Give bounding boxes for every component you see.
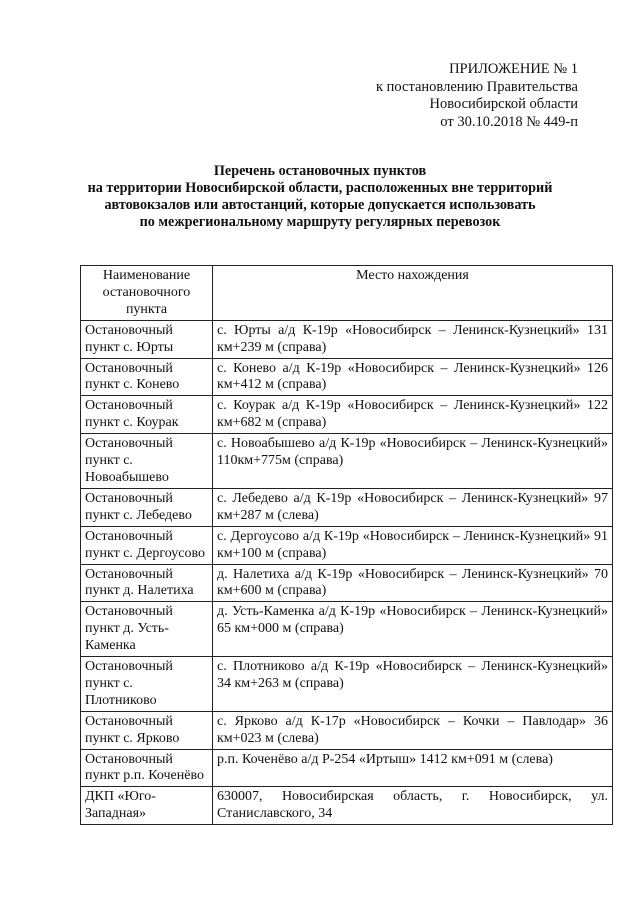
table-row — [81, 657, 613, 712]
stop-location-cell: д. Усть-Каменка а/д К-19р «Новосибирск – Ленинск-Кузнецкий» 65 км+000 м (справа) — [213, 602, 613, 657]
appendix-date: от 30.10.2018 № 449-п — [440, 113, 578, 130]
stop-location-cell: р.п. Коченёво а/д Р-254 «Иртыш» 1412 км+091 м (слева) — [213, 749, 613, 787]
table-row — [81, 358, 613, 396]
stops-table — [80, 265, 613, 825]
stop-name-cell: Остановочный пункт с. Плотниково — [81, 657, 213, 712]
stop-location-cell: с. Ярково а/д К-17р «Новосибирск – Кочки – Павлодар» 36 км+023 м (слева) — [213, 711, 613, 749]
stop-name-cell: Остановочный пункт с. Ярково — [81, 711, 213, 749]
column-header-location: Место нахождения — [213, 266, 613, 321]
table-body — [81, 320, 613, 824]
stop-location-cell: с. Новоабышево а/д К-19р «Новосибирск – Ленинск-Кузнецкий» 110км+775м (справа) — [213, 434, 613, 489]
table-row — [81, 320, 613, 358]
stop-name-cell: Остановочный пункт с. Коурак — [81, 396, 213, 434]
table-row — [81, 749, 613, 787]
stop-name-cell: Остановочный пункт с. Конево — [81, 358, 213, 396]
title-line-4: по межрегиональному маршруту регулярных перевозок — [139, 214, 501, 230]
table-row — [81, 488, 613, 526]
appendix-header — [318, 61, 578, 131]
stop-name-cell: Остановочный пункт р.п. Коченёво — [81, 749, 213, 787]
table-row — [81, 602, 613, 657]
title-line-3: автовокзалов или автостанций, которые допускается использовать — [104, 197, 536, 213]
stop-location-cell: с. Лебедево а/д К-19р «Новосибирск – Ленинск-Кузнецкий» 97 км+287 м (слева) — [213, 488, 613, 526]
appendix-region: Новосибирской области — [429, 96, 578, 112]
stop-name-cell: Остановочный пункт с. Юрты — [81, 320, 213, 358]
stop-name-cell: Остановочный пункт д. Усть-Каменка — [81, 602, 213, 657]
column-header-name: Наименование остановочного пункта — [81, 266, 213, 321]
appendix-reference: к постановлению Правительства — [376, 78, 578, 95]
stop-location-cell: с. Коурак а/д К-19р «Новосибирск – Ленинск-Кузнецкий» 122 км+682 м (справа) — [213, 396, 613, 434]
stop-name-cell: Остановочный пункт с. Лебедево — [81, 488, 213, 526]
stop-location-cell: с. Дергоусово а/д К-19р «Новосибирск – Ленинск-Кузнецкий» 91 км+100 м (справа) — [213, 526, 613, 564]
stop-location-cell: с. Конево а/д К-19р «Новосибирск – Ленинск-Кузнецкий» 126 км+412 м (справа) — [213, 358, 613, 396]
appendix-number: ПРИЛОЖЕНИЕ № 1 — [449, 61, 578, 77]
document-title — [60, 163, 580, 231]
stop-name-cell: Остановочный пункт с. Дергоусово — [81, 526, 213, 564]
stop-location-cell: с. Юрты а/д К-19р «Новосибирск – Ленинск-Кузнецкий» 131 км+239 м (справа) — [213, 320, 613, 358]
table-row — [81, 787, 613, 825]
stop-location-cell: д. Налетиха а/д К-19р «Новосибирск – Ленинск-Кузнецкий» 70 км+600 м (справа) — [213, 564, 613, 602]
title-line-2: на территории Новосибирской области, расположенных вне территорий — [87, 180, 553, 196]
table-row — [81, 434, 613, 489]
stop-location-cell: 630007, Новосибирская область, г. Новосибирск, ул. Станиславского, 34 — [213, 787, 613, 825]
stop-name-cell: Остановочный пункт д. Налетиха — [81, 564, 213, 602]
table-row — [81, 711, 613, 749]
stop-name-cell: Остановочный пункт с. Новоабышево — [81, 434, 213, 489]
table-header-row — [81, 266, 613, 321]
stop-location-cell: с. Плотниково а/д К-19р «Новосибирск – Ленинск-Кузнецкий» 34 км+263 м (справа) — [213, 657, 613, 712]
stop-name-cell: ДКП «Юго-Западная» — [81, 787, 213, 825]
table-row — [81, 564, 613, 602]
table-row — [81, 396, 613, 434]
title-line-1: Перечень остановочных пунктов — [213, 163, 427, 179]
table-row — [81, 526, 613, 564]
